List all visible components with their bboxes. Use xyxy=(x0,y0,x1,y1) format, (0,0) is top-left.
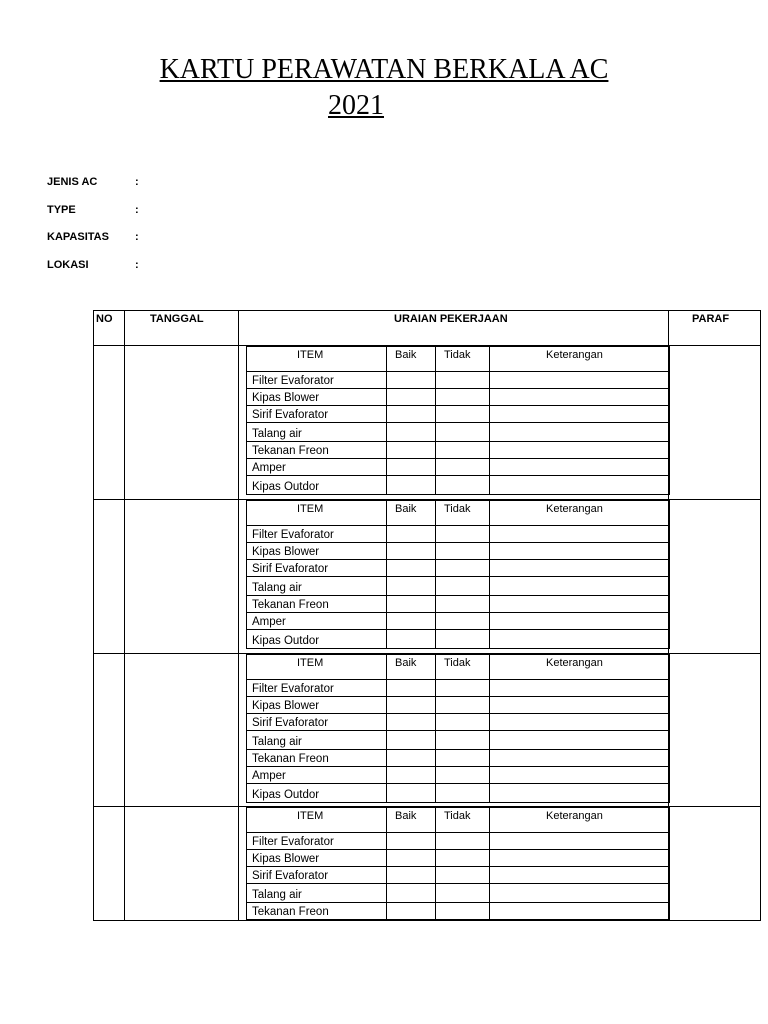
cell-divider xyxy=(435,850,436,866)
cell-divider xyxy=(435,459,436,475)
cell-divider xyxy=(489,543,490,559)
cell-divider xyxy=(386,543,387,559)
cell-divider xyxy=(386,833,387,849)
checklist-item-label: Amper xyxy=(252,462,286,474)
checklist-item-label: Tekanan Freon xyxy=(252,906,329,918)
checklist-row xyxy=(247,750,669,767)
cell-divider xyxy=(489,884,490,902)
cell-divider xyxy=(386,767,387,783)
checklist-item-label: Filter Evaforator xyxy=(252,836,334,848)
field-label: TYPE xyxy=(47,204,76,216)
cell-divider xyxy=(386,501,387,525)
checklist-item-label: Tekanan Freon xyxy=(252,753,329,765)
column-divider xyxy=(124,311,125,920)
cell-divider xyxy=(386,731,387,749)
checklist-header-tidak: Tidak xyxy=(444,349,471,361)
header-tanggal: TANGGAL xyxy=(150,313,204,325)
cell-divider xyxy=(489,406,490,422)
cell-divider xyxy=(435,833,436,849)
checklist-row xyxy=(247,784,669,803)
cell-divider xyxy=(386,442,387,458)
cell-divider xyxy=(435,903,436,919)
checklist-item-label: Kipas Outdor xyxy=(252,789,320,801)
cell-divider xyxy=(489,680,490,696)
checklist-row xyxy=(247,697,669,714)
cell-divider xyxy=(386,476,387,494)
checklist-row xyxy=(247,867,669,884)
cell-divider xyxy=(435,867,436,883)
cell-divider xyxy=(386,389,387,405)
cell-divider xyxy=(435,630,436,648)
cell-divider xyxy=(489,347,490,371)
cell-divider xyxy=(489,850,490,866)
checklist-row xyxy=(247,630,669,649)
cell-divider xyxy=(386,750,387,766)
field-label: JENIS AC xyxy=(47,176,98,188)
cell-divider xyxy=(386,697,387,713)
cell-divider xyxy=(435,596,436,612)
cell-divider xyxy=(386,560,387,576)
checklist-item-label: Talang air xyxy=(252,889,302,901)
cell-divider xyxy=(489,372,490,388)
cell-divider xyxy=(386,808,387,832)
cell-divider xyxy=(435,808,436,832)
cell-divider xyxy=(489,596,490,612)
checklist-header-tidak: Tidak xyxy=(444,503,471,515)
checklist-header-item: ITEM xyxy=(297,503,324,515)
checklist-header-item: ITEM xyxy=(297,657,324,669)
checklist-row xyxy=(247,442,669,459)
checklist-row xyxy=(247,884,669,903)
cell-divider xyxy=(489,767,490,783)
checklist-item-label: Amper xyxy=(252,770,286,782)
cell-divider xyxy=(386,655,387,679)
cell-divider xyxy=(435,389,436,405)
cell-divider xyxy=(489,423,490,441)
checklist-row xyxy=(247,731,669,750)
checklist-item-label: Filter Evaforator xyxy=(252,683,334,695)
cell-divider xyxy=(489,833,490,849)
checklist-row xyxy=(247,543,669,560)
cell-divider xyxy=(386,784,387,802)
cell-divider xyxy=(386,596,387,612)
cell-divider xyxy=(489,526,490,542)
checklist-item-label: Tekanan Freon xyxy=(252,599,329,611)
checklist-row xyxy=(247,714,669,731)
column-divider xyxy=(238,311,239,920)
cell-divider xyxy=(435,613,436,629)
cell-divider xyxy=(435,767,436,783)
item-checklist-table xyxy=(246,807,670,920)
cell-divider xyxy=(489,697,490,713)
field-separator: : xyxy=(135,231,139,243)
checklist-row xyxy=(247,596,669,613)
cell-divider xyxy=(489,750,490,766)
checklist-item-label: Kipas Blower xyxy=(252,853,320,865)
checklist-header-tidak: Tidak xyxy=(444,657,471,669)
cell-divider xyxy=(386,577,387,595)
checklist-row xyxy=(247,406,669,423)
checklist-item-label: Talang air xyxy=(252,736,302,748)
item-checklist-table xyxy=(246,500,670,649)
checklist-row xyxy=(247,680,669,697)
cell-divider xyxy=(489,714,490,730)
checklist-header-item: ITEM xyxy=(297,810,324,822)
checklist-header-tidak: Tidak xyxy=(444,810,471,822)
checklist-row xyxy=(247,833,669,850)
checklist-header-baik: Baik xyxy=(395,810,417,822)
cell-divider xyxy=(386,372,387,388)
cell-divider xyxy=(386,613,387,629)
checklist-item-label: Kipas Outdor xyxy=(252,481,320,493)
checklist-item-label: Sirif Evaforator xyxy=(252,563,329,575)
cell-divider xyxy=(435,442,436,458)
checklist-item-label: Kipas Outdor xyxy=(252,635,320,647)
checklist-row xyxy=(247,459,669,476)
cell-divider xyxy=(435,714,436,730)
checklist-item-label: Talang air xyxy=(252,428,302,440)
checklist-item-label: Filter Evaforator xyxy=(252,375,334,387)
cell-divider xyxy=(489,442,490,458)
checklist-item-label: Tekanan Freon xyxy=(252,445,329,457)
checklist-row xyxy=(247,476,669,495)
cell-divider xyxy=(489,560,490,576)
checklist-row xyxy=(247,423,669,442)
checklist-header-row xyxy=(247,501,669,526)
cell-divider xyxy=(435,526,436,542)
field-label: LOKASI xyxy=(47,259,89,271)
header-paraf: PARAF xyxy=(692,313,730,325)
checklist-header-baik: Baik xyxy=(395,349,417,361)
cell-divider xyxy=(435,347,436,371)
checklist-row xyxy=(247,560,669,577)
checklist-item-label: Amper xyxy=(252,616,286,628)
cell-divider xyxy=(386,850,387,866)
page-title-year: 2021 xyxy=(328,90,384,121)
cell-divider xyxy=(489,577,490,595)
cell-divider xyxy=(489,867,490,883)
cell-divider xyxy=(435,543,436,559)
checklist-header-keterangan: Keterangan xyxy=(546,503,603,515)
cell-divider xyxy=(435,784,436,802)
checklist-item-label: Filter Evaforator xyxy=(252,529,334,541)
checklist-item-label: Sirif Evaforator xyxy=(252,717,329,729)
cell-divider xyxy=(489,630,490,648)
checklist-row xyxy=(247,389,669,406)
checklist-row xyxy=(247,903,669,920)
checklist-item-label: Kipas Blower xyxy=(252,392,320,404)
checklist-item-label: Sirif Evaforator xyxy=(252,409,329,421)
cell-divider xyxy=(489,903,490,919)
checklist-item-label: Kipas Blower xyxy=(252,546,320,558)
cell-divider xyxy=(435,577,436,595)
cell-divider xyxy=(489,613,490,629)
checklist-header-row xyxy=(247,347,669,372)
header-no: NO xyxy=(96,313,113,325)
cell-divider xyxy=(386,867,387,883)
checklist-row xyxy=(247,613,669,630)
cell-divider xyxy=(386,884,387,902)
cell-divider xyxy=(489,808,490,832)
cell-divider xyxy=(435,680,436,696)
checklist-row xyxy=(247,526,669,543)
cell-divider xyxy=(435,750,436,766)
cell-divider xyxy=(489,784,490,802)
cell-divider xyxy=(386,680,387,696)
cell-divider xyxy=(435,423,436,441)
cell-divider xyxy=(489,459,490,475)
cell-divider xyxy=(386,406,387,422)
cell-divider xyxy=(435,655,436,679)
checklist-row xyxy=(247,577,669,596)
cell-divider xyxy=(386,630,387,648)
cell-divider xyxy=(489,655,490,679)
cell-divider xyxy=(386,714,387,730)
checklist-item-label: Kipas Blower xyxy=(252,700,320,712)
cell-divider xyxy=(489,501,490,525)
checklist-item-label: Sirif Evaforator xyxy=(252,870,329,882)
cell-divider xyxy=(489,389,490,405)
page-title: KARTU PERAWATAN BERKALA AC xyxy=(159,54,609,85)
checklist-row xyxy=(247,850,669,867)
maintenance-table xyxy=(93,310,761,921)
checklist-header-keterangan: Keterangan xyxy=(546,349,603,361)
field-label: KAPASITAS xyxy=(47,231,109,243)
cell-divider xyxy=(386,459,387,475)
cell-divider xyxy=(435,697,436,713)
cell-divider xyxy=(435,501,436,525)
cell-divider xyxy=(386,526,387,542)
cell-divider xyxy=(489,731,490,749)
cell-divider xyxy=(435,406,436,422)
checklist-header-row xyxy=(247,655,669,680)
checklist-header-baik: Baik xyxy=(395,503,417,515)
checklist-item-label: Talang air xyxy=(252,582,302,594)
field-separator: : xyxy=(135,204,139,216)
header-uraian: URAIAN PEKERJAAN xyxy=(394,313,508,325)
cell-divider xyxy=(435,476,436,494)
checklist-header-keterangan: Keterangan xyxy=(546,810,603,822)
cell-divider xyxy=(435,560,436,576)
field-separator: : xyxy=(135,176,139,188)
cell-divider xyxy=(435,731,436,749)
cell-divider xyxy=(435,884,436,902)
checklist-header-item: ITEM xyxy=(297,349,324,361)
item-checklist-table xyxy=(246,654,670,803)
checklist-row xyxy=(247,372,669,389)
cell-divider xyxy=(435,372,436,388)
checklist-header-row xyxy=(247,808,669,833)
field-separator: : xyxy=(135,259,139,271)
cell-divider xyxy=(489,476,490,494)
checklist-header-baik: Baik xyxy=(395,657,417,669)
cell-divider xyxy=(386,903,387,919)
cell-divider xyxy=(386,423,387,441)
checklist-header-keterangan: Keterangan xyxy=(546,657,603,669)
cell-divider xyxy=(386,347,387,371)
checklist-row xyxy=(247,767,669,784)
item-checklist-table xyxy=(246,346,670,495)
